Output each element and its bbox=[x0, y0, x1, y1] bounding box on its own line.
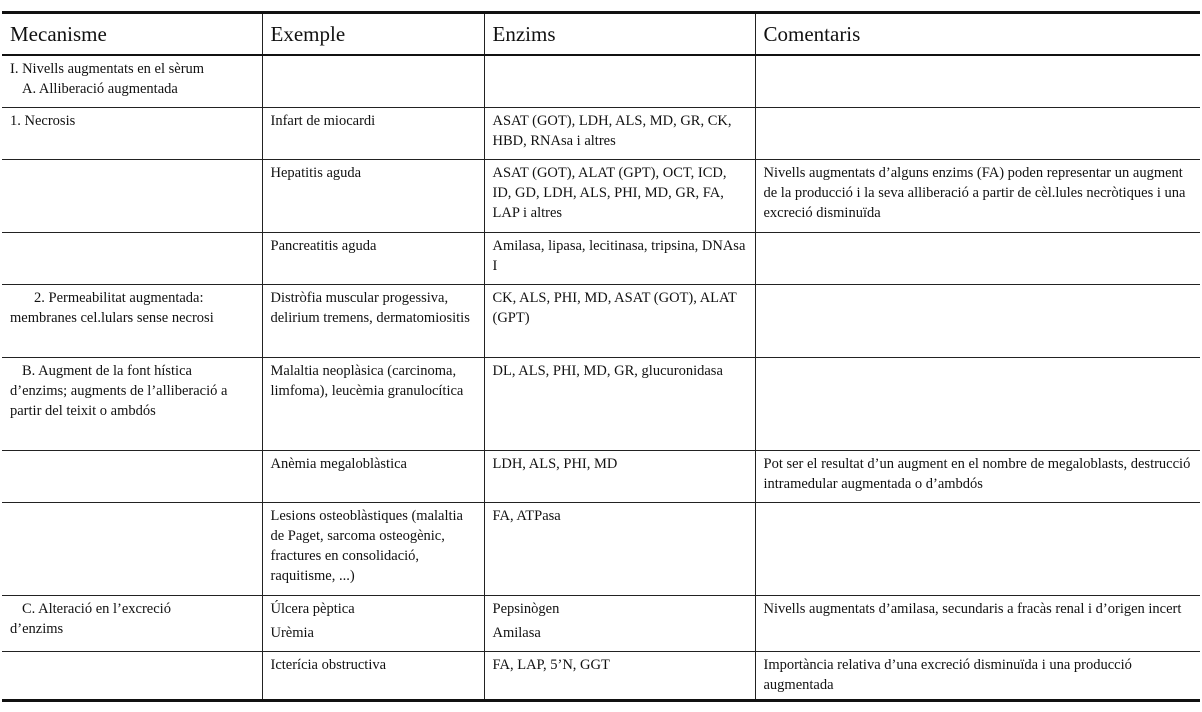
exemple-cell: Icterícia obstructiva bbox=[262, 651, 484, 700]
exemple-cell: Infart de miocardi bbox=[262, 107, 484, 159]
exemple-cell: Distròfia muscular progessiva, delirium tremens, dermatomiositis bbox=[262, 284, 484, 357]
mecanisme-subline: d’enzims; augments de l’alliberació a partir del teixit o ambdós bbox=[10, 382, 228, 419]
enzims-cell: FA, LAP, 5’N, GGT bbox=[484, 651, 755, 700]
exemple-cell: Hepatitis aguda bbox=[262, 159, 484, 232]
mecanisme-subline: membranes cel.lulars sense necrosi bbox=[10, 309, 214, 326]
comentaris-cell: Nivells augmentats d’alguns enzims (FA) poden representar un augment de la producció i la seva alliberació a partir de cèl.lules necròtiques i una excreció disminuïda bbox=[755, 159, 1200, 232]
mecanisme-line: B. Augment de la font hística bbox=[22, 362, 192, 379]
enzims-cell: ASAT (GOT), ALAT (GPT), OCT, ICD, ID, GD, LDH, ALS, PHI, MD, GR, FA, LAP i altres bbox=[484, 159, 755, 232]
table-row bbox=[2, 595, 1200, 651]
mecanisme-line: I. Nivells augmentats en el sèrum bbox=[10, 61, 205, 77]
exemple-cell: Lesions osteoblàstiques (malaltia de Paget, sarcoma osteogènic, fractures en consolidació, raquitisme, ...) bbox=[262, 502, 484, 595]
mecanisme-subline: A. Alliberació augmentada bbox=[22, 81, 178, 97]
exemple-cell bbox=[262, 595, 484, 651]
comentaris-cell: Importància relativa d’una excreció disminuïda i una producció augmentada bbox=[755, 651, 1200, 700]
comentaris-cell: Nivells augmentats d’amilasa, secundaris a fracàs renal i d’origen incert bbox=[755, 595, 1200, 651]
enzyme-mechanisms-table bbox=[2, 11, 1200, 702]
enzims-cell bbox=[484, 595, 755, 651]
exemple-line: Úlcera pèptica bbox=[270, 600, 355, 617]
mecanisme-cell bbox=[2, 450, 262, 502]
exemple-cell: Anèmia megaloblàstica bbox=[262, 450, 484, 502]
enzims-cell: ASAT (GOT), LDH, ALS, MD, GR, CK, HBD, RNAsa i altres bbox=[484, 107, 755, 159]
exemple-cell bbox=[262, 55, 484, 107]
mecanisme-cell bbox=[2, 595, 262, 651]
header-comentaris: Comentaris bbox=[755, 13, 1200, 56]
exemple-cell: Malaltia neoplàsica (carcinoma, limfoma), leucèmia granulocítica bbox=[262, 357, 484, 450]
mecanisme-line: C. Alteració en l’excreció bbox=[22, 600, 171, 617]
mecanisme-cell bbox=[2, 159, 262, 232]
header-exemple: Exemple bbox=[262, 13, 484, 56]
comentaris-cell bbox=[755, 284, 1200, 357]
enzims-cell: DL, ALS, PHI, MD, GR, glucuronidasa bbox=[484, 357, 755, 450]
comentaris-cell bbox=[755, 357, 1200, 450]
exemple-cell: Pancreatitis aguda bbox=[262, 232, 484, 284]
mecanisme-cell bbox=[2, 55, 262, 107]
enzims-cell bbox=[484, 55, 755, 107]
exemple-line: Urèmia bbox=[270, 624, 314, 641]
enzims-cell: FA, ATPasa bbox=[484, 502, 755, 595]
mecanisme-cell bbox=[2, 502, 262, 595]
mecanisme-line: 2. Permeabilitat augmentada: bbox=[34, 289, 204, 306]
comentaris-cell: Pot ser el resultat d’un augment en el nombre de megaloblasts, destrucció intramedular augmentada o d’ambdós bbox=[755, 450, 1200, 502]
enzims-cell: Amilasa, lipasa, lecitinasa, tripsina, DNAsa I bbox=[484, 232, 755, 284]
table-row bbox=[2, 450, 1200, 502]
table-row bbox=[2, 502, 1200, 595]
mecanisme-cell: 1. Necrosis bbox=[2, 107, 262, 159]
mecanisme-cell bbox=[2, 651, 262, 700]
table-row bbox=[2, 357, 1200, 450]
table-row bbox=[2, 651, 1200, 700]
enzims-cell: LDH, ALS, PHI, MD bbox=[484, 450, 755, 502]
header-enzims: Enzims bbox=[484, 13, 755, 56]
mecanisme-cell bbox=[2, 232, 262, 284]
enzims-line: Amilasa bbox=[492, 624, 541, 641]
comentaris-cell bbox=[755, 55, 1200, 107]
mecanisme-cell bbox=[2, 357, 262, 450]
mecanisme-cell bbox=[2, 284, 262, 357]
header-row bbox=[2, 13, 1200, 56]
enzims-cell: CK, ALS, PHI, MD, ASAT (GOT), ALAT (GPT) bbox=[484, 284, 755, 357]
header-mecanisme: Mecanisme bbox=[2, 13, 262, 56]
mecanisme-subline: d’enzims bbox=[10, 620, 64, 637]
table-row bbox=[2, 159, 1200, 232]
table-row bbox=[2, 232, 1200, 284]
comentaris-cell bbox=[755, 232, 1200, 284]
comentaris-cell bbox=[755, 502, 1200, 595]
comentaris-cell bbox=[755, 107, 1200, 159]
table-row bbox=[2, 107, 1200, 159]
table-row bbox=[2, 284, 1200, 357]
enzims-line: Pepsinògen bbox=[492, 600, 560, 617]
table-row bbox=[2, 55, 1200, 107]
